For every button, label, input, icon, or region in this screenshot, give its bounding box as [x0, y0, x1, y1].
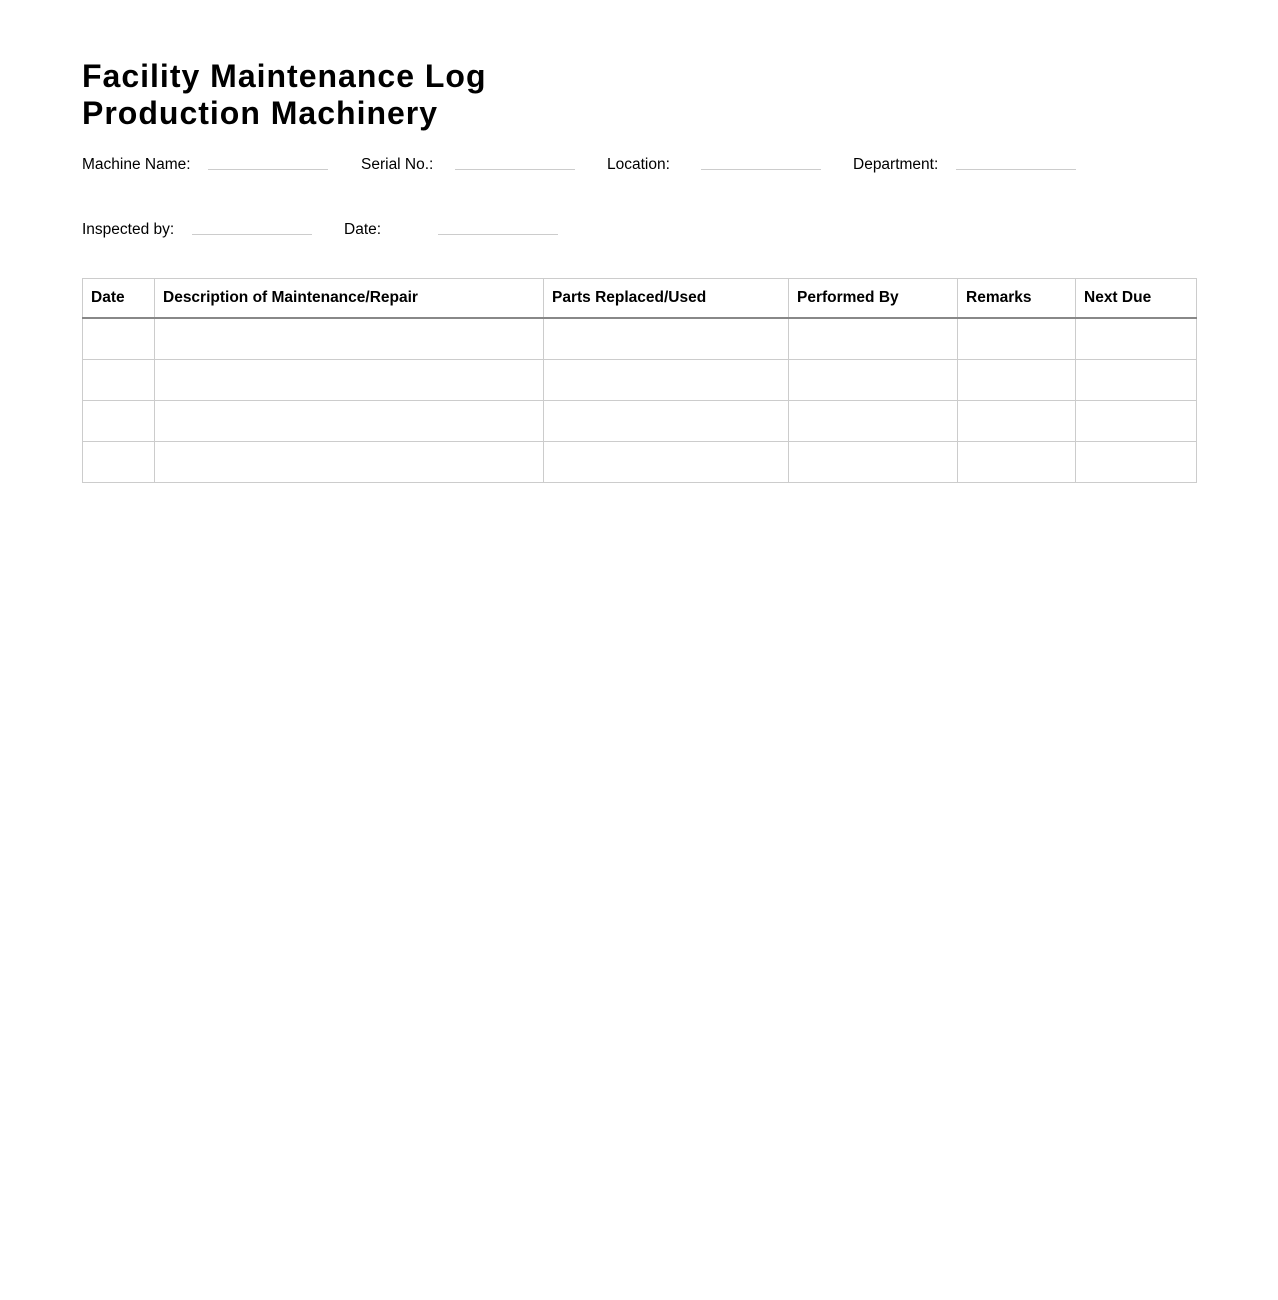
- inspected-by-field: [82, 221, 174, 239]
- cell-date[interactable]: [83, 401, 155, 442]
- cell-parts[interactable]: [544, 318, 789, 360]
- cell-performed-by[interactable]: [789, 318, 958, 360]
- inspected-by-input[interactable]: [192, 234, 312, 235]
- maintenance-log-table: [82, 278, 1197, 483]
- cell-performed-by[interactable]: [789, 401, 958, 442]
- cell-next-due[interactable]: [1076, 360, 1197, 401]
- department-label: Department:: [853, 156, 939, 173]
- inspected-by-label: Inspected by:: [82, 221, 175, 238]
- cell-date[interactable]: [83, 318, 155, 360]
- title-line-1: Facility Maintenance Log: [82, 58, 487, 94]
- machine-name-input[interactable]: [208, 169, 328, 170]
- cell-remarks[interactable]: [958, 360, 1076, 401]
- header-description: Description of Maintenance/Repair: [155, 279, 544, 319]
- cell-performed-by[interactable]: [789, 360, 958, 401]
- header-parts: Parts Replaced/Used: [544, 279, 789, 319]
- serial-no-label: Serial No.:: [361, 156, 434, 173]
- table-row: [83, 360, 1197, 401]
- cell-date[interactable]: [83, 360, 155, 401]
- cell-parts[interactable]: [544, 360, 789, 401]
- cell-next-due[interactable]: [1076, 318, 1197, 360]
- header-performed-by: Performed By: [789, 279, 958, 319]
- header-next-due: Next Due: [1076, 279, 1197, 319]
- cell-description[interactable]: [155, 318, 544, 360]
- department-field: [853, 156, 938, 174]
- cell-remarks[interactable]: [958, 318, 1076, 360]
- serial-no-field: [361, 156, 433, 174]
- cell-description[interactable]: [155, 360, 544, 401]
- cell-description[interactable]: [155, 442, 544, 483]
- table-row: [83, 442, 1197, 483]
- cell-remarks[interactable]: [958, 442, 1076, 483]
- location-field: [607, 156, 670, 174]
- cell-performed-by[interactable]: [789, 442, 958, 483]
- table-row: [83, 318, 1197, 360]
- date-label: Date:: [344, 221, 382, 238]
- machine-name-label: Machine Name:: [82, 156, 191, 173]
- date-field: [344, 221, 381, 239]
- machine-name-field: [82, 156, 191, 174]
- header-remarks: Remarks: [958, 279, 1076, 319]
- cell-parts[interactable]: [544, 442, 789, 483]
- location-label: Location:: [607, 156, 670, 173]
- cell-description[interactable]: [155, 401, 544, 442]
- cell-next-due[interactable]: [1076, 442, 1197, 483]
- table-row: [83, 401, 1197, 442]
- cell-remarks[interactable]: [958, 401, 1076, 442]
- department-input[interactable]: [956, 169, 1076, 170]
- title-line-2: Production Machinery: [82, 95, 439, 131]
- cell-next-due[interactable]: [1076, 401, 1197, 442]
- date-input[interactable]: [438, 234, 558, 235]
- header-date: Date: [83, 279, 155, 319]
- cell-parts[interactable]: [544, 401, 789, 442]
- table-header-row: [83, 279, 1197, 319]
- page-title: [82, 58, 487, 132]
- cell-date[interactable]: [83, 442, 155, 483]
- serial-no-input[interactable]: [455, 169, 575, 170]
- location-input[interactable]: [701, 169, 821, 170]
